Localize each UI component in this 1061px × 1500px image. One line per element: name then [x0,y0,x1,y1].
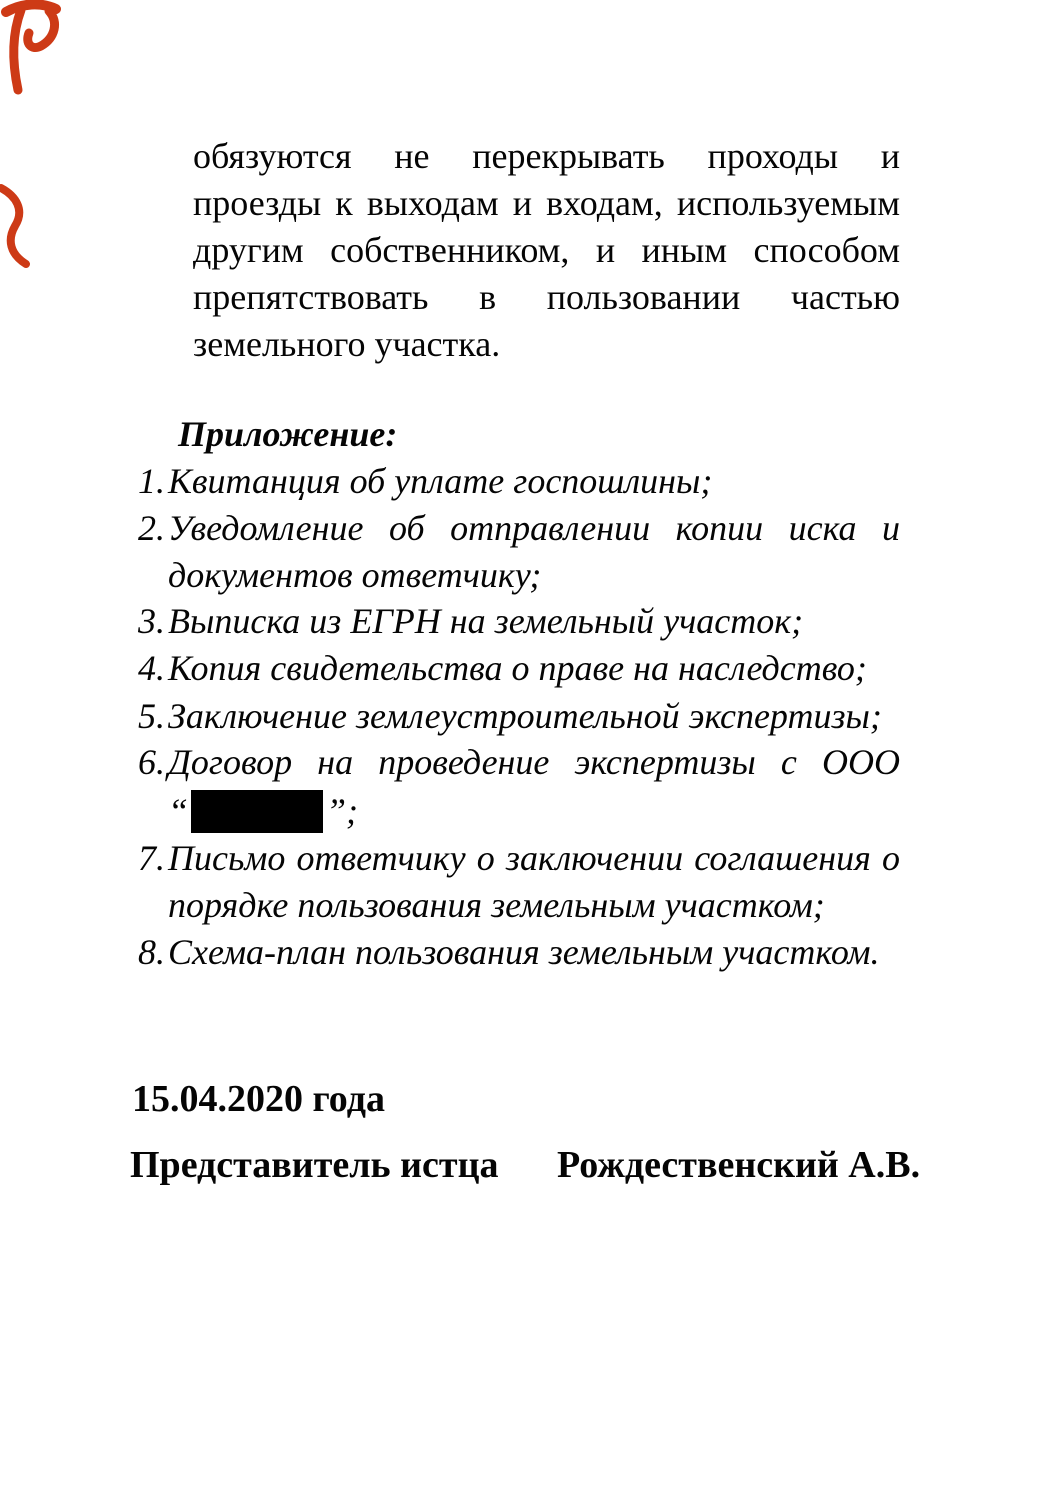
attachments-heading: Приложение: [178,414,398,454]
list-item-8 [138,929,900,976]
paragraph-line: обязуются не перекрывать проходы и [193,136,900,176]
list-item-text: Договор на проведение экспертизы с ООО [168,742,900,782]
list-item-7-continuation [138,882,900,929]
paragraph-line: проезды к выходам и входам, используемым [193,183,900,223]
list-item-5 [138,693,900,740]
red-pen-squiggle-icon [0,180,34,275]
paragraph-line: другим собственником, и иным способом [193,230,900,270]
signatory-name: Рождественский А.В. [557,1144,921,1186]
list-item-6 [138,739,900,786]
list-item-text: Выписка из ЕГРН на земельный участок; [168,601,804,641]
redaction-box [191,790,323,833]
open-quote: “ [168,791,189,831]
list-item-text: Уведомление об отправлении копии иска и [168,508,900,548]
list-item-number: 6. [138,742,165,782]
list-item-text: Схема-план пользования земельным участком. [168,932,880,972]
list-item-7 [138,835,900,882]
list-item-number: 5. [138,696,165,736]
list-item-text: Заключение землеустроительной экспертизы; [168,696,882,736]
paragraph-line: препятствовать в пользовании частью [193,277,900,317]
list-item-2 [138,505,900,552]
list-item-number: 4. [138,648,165,688]
red-pen-scribble-icon [0,0,70,100]
list-item-text: Квитанция об уплате госпошлины; [168,461,713,501]
close-quote: ”; [326,791,359,831]
list-item-number: 2. [138,508,165,548]
list-item-number: 7. [138,838,165,878]
list-item-3 [138,598,900,645]
signatory-role: Представитель истца [130,1144,499,1186]
list-item-text: документов ответчику; [168,555,542,595]
list-item-4 [138,645,900,692]
list-item-number: 8. [138,932,165,972]
list-item-text: порядке пользования земельным участком; [168,885,825,925]
signature-row [130,1142,920,1189]
list-item-text: Копия свидетельства о праве на наследство; [168,648,867,688]
list-item-6-redacted-line [138,788,900,835]
list-item-text: Письмо ответчику о заключении соглашения о [168,838,900,878]
redacted-company-name [168,788,900,835]
list-item-1 [138,458,900,505]
document-date: 15.04.2020 года [132,1078,385,1120]
paragraph-line: земельного участка. [193,324,501,364]
body-paragraph [193,133,900,368]
list-item-number: 3. [138,601,165,641]
list-item-2-continuation [138,552,900,599]
list-item-number: 1. [138,461,165,501]
